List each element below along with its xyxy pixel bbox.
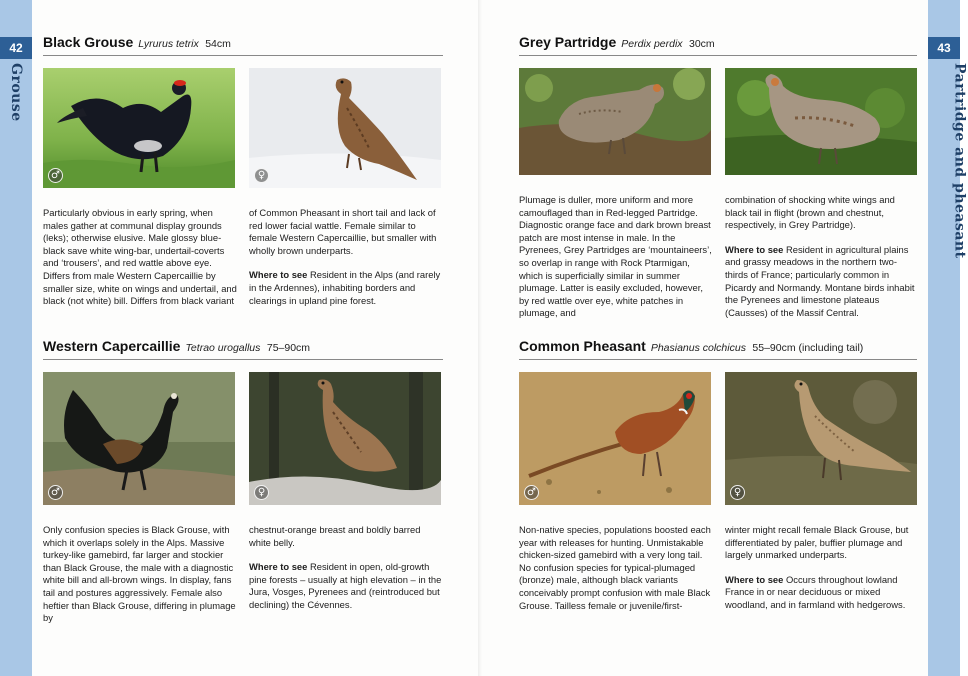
size: 54cm (205, 38, 231, 50)
photo-common-pheasant-female (725, 372, 917, 505)
male-symbol-icon: ♂ (48, 485, 63, 500)
photo-western-capercaillie-male (43, 372, 235, 505)
scientific-name: Lyrurus tetrix (138, 38, 199, 50)
species-heading-western-capercaillie (43, 338, 443, 360)
common-name: Grey Partridge (519, 34, 617, 50)
species-heading-grey-partridge (519, 34, 917, 56)
common-pheasant-text-col2: winter might recall female Black Grouse, but differentiated by paler, buffier plumage and largely unmarked underparts. Where to see Occurs throughout lowland France in or near deciduous or mixed woodland, and in farmland with hedgerows. (725, 524, 919, 612)
left-page-number: 42 (0, 37, 32, 59)
common-name: Common Pheasant (519, 338, 646, 354)
grey-partridge-text-col2: combination of shocking white wings and black tail in flight (brown and chestnut, respectively, in Grey Partridge). Where to see Resident in agricultural plains and grassy meadows in the northern two-thirds of France; particularly common in Picardy and Normandy. Montane birds inhabit the Pyrenees and limestone plateaus (Causses) of the Massif Central. (725, 194, 919, 319)
grey-partridge-text-col1: Plumage is duller, more uniform and more camouflaged than in Red-legged Partridge. Diagnostic orange face and dark brown breast patch are most intense in male. In the Pyrenees, Grey Partridges are ‘mountaineers’, so overlap in range with Rock Ptarmigan, which is superficially similar in summer plumage. Latter is easily excluded, however, by red wattle over eye, white patches in plumage, and (519, 194, 712, 319)
where-to-see-common-pheasant: Where to see Occurs throughout lowland France in or near deciduous or mixed woodland, and in farmland with hedgerows. (725, 573, 906, 610)
common-name: Western Capercaillie (43, 338, 181, 354)
photo-western-capercaillie-female (249, 372, 441, 505)
female-symbol-icon: ♀ (254, 168, 269, 183)
where-to-see-western-capercaillie: Where to see Resident in open, old-growth pine forests – usually at high elevation – in the Jura, Vosges, Pyrenees and (reintroduced but declining) the Cévennes. (249, 561, 442, 610)
book-gutter (478, 0, 482, 676)
photo-grey-partridge-1 (519, 68, 711, 175)
species-heading-common-pheasant (519, 338, 917, 360)
scientific-name: Phasianus colchicus (650, 342, 746, 354)
where-to-see-grey-partridge: Where to see Resident in agricultural plains and grassy meadows in the northern two-thirds of France; particularly common in Picardy and Normandy. Montane birds inhabit the Pyrenees and limestone plateaus (Causses) of the Massif Central. (725, 243, 915, 318)
common-name: Black Grouse (43, 34, 134, 50)
size: 55–90cm (including tail) (752, 342, 864, 354)
scientific-name: Perdix perdix (621, 38, 683, 50)
common-pheasant-text-col1: Non-native species, populations boosted each year with releases for hunting. Unmistakable chicken-sized gamebird with a very long tail. No confusion species for typical-plumaged (bronze) male, although black variants conceivably prompt confusion with male Black Grouse. Tailless female or juvenile/first- (519, 524, 711, 611)
size: 30cm (689, 38, 715, 50)
male-symbol-icon: ♂ (48, 168, 63, 183)
photo-grey-partridge-2 (725, 68, 917, 175)
female-symbol-icon: ♀ (730, 485, 745, 500)
western-capercaillie-text-col2: chestnut-orange breast and boldly barred white belly. Where to see Resident in open, old-growth pine forests – usually at high elevation – in the Jura, Vosges, Pyrenees and (reintroduced but declining) the Cévennes. (249, 524, 442, 610)
photo-black-grouse-female (249, 68, 441, 188)
male-symbol-icon: ♂ (524, 485, 539, 500)
species-heading-black-grouse (43, 34, 443, 56)
black-grouse-text-col2: of Common Pheasant in short tail and lack of red lower facial wattle. Female similar to female Western Capercaillie, but smaller with wholly brown underparts. Where to see Resident in the Alps (and rarely in the Ardennes), inhabiting borders and clearings in upland pine forest. (249, 207, 443, 307)
scientific-name: Tetrao urogallus (185, 342, 261, 354)
right-page-number: 43 (928, 37, 960, 59)
female-symbol-icon: ♀ (254, 485, 269, 500)
photo-common-pheasant-male (519, 372, 711, 505)
right-section-label: Partridge and pheasant (952, 63, 968, 259)
western-capercaillie-text-col1: Only confusion species is Black Grouse, with which it overlaps solely in the Alps. Massive turkey-like gamebird, far larger and stockier than Black Grouse, the male with a diagnostic white bill and all-brown wings. In display, fans tail and postures aggressively. Female also heftier than Black Grouse, differing in plumage by (43, 524, 236, 624)
photo-black-grouse-male (43, 68, 235, 188)
left-section-label: Grouse (8, 63, 24, 122)
size: 75–90cm (266, 342, 311, 354)
black-grouse-text-col1: Particularly obvious in early spring, when males gather at communal display grounds (leks); otherwise elusive. Male glossy blue-black save white wing-bar, undertail-coverts and ‘trousers’, and red wattle above eye. Differs from male Western Capercaillie by smaller size, white on wings and undertail, and black (not white) bill. Differs from black variant (43, 207, 237, 307)
where-to-see-black-grouse: Where to see Resident in the Alps (and rarely in the Ardennes), inhabiting borders and clearings in upland pine forest. (249, 269, 441, 306)
